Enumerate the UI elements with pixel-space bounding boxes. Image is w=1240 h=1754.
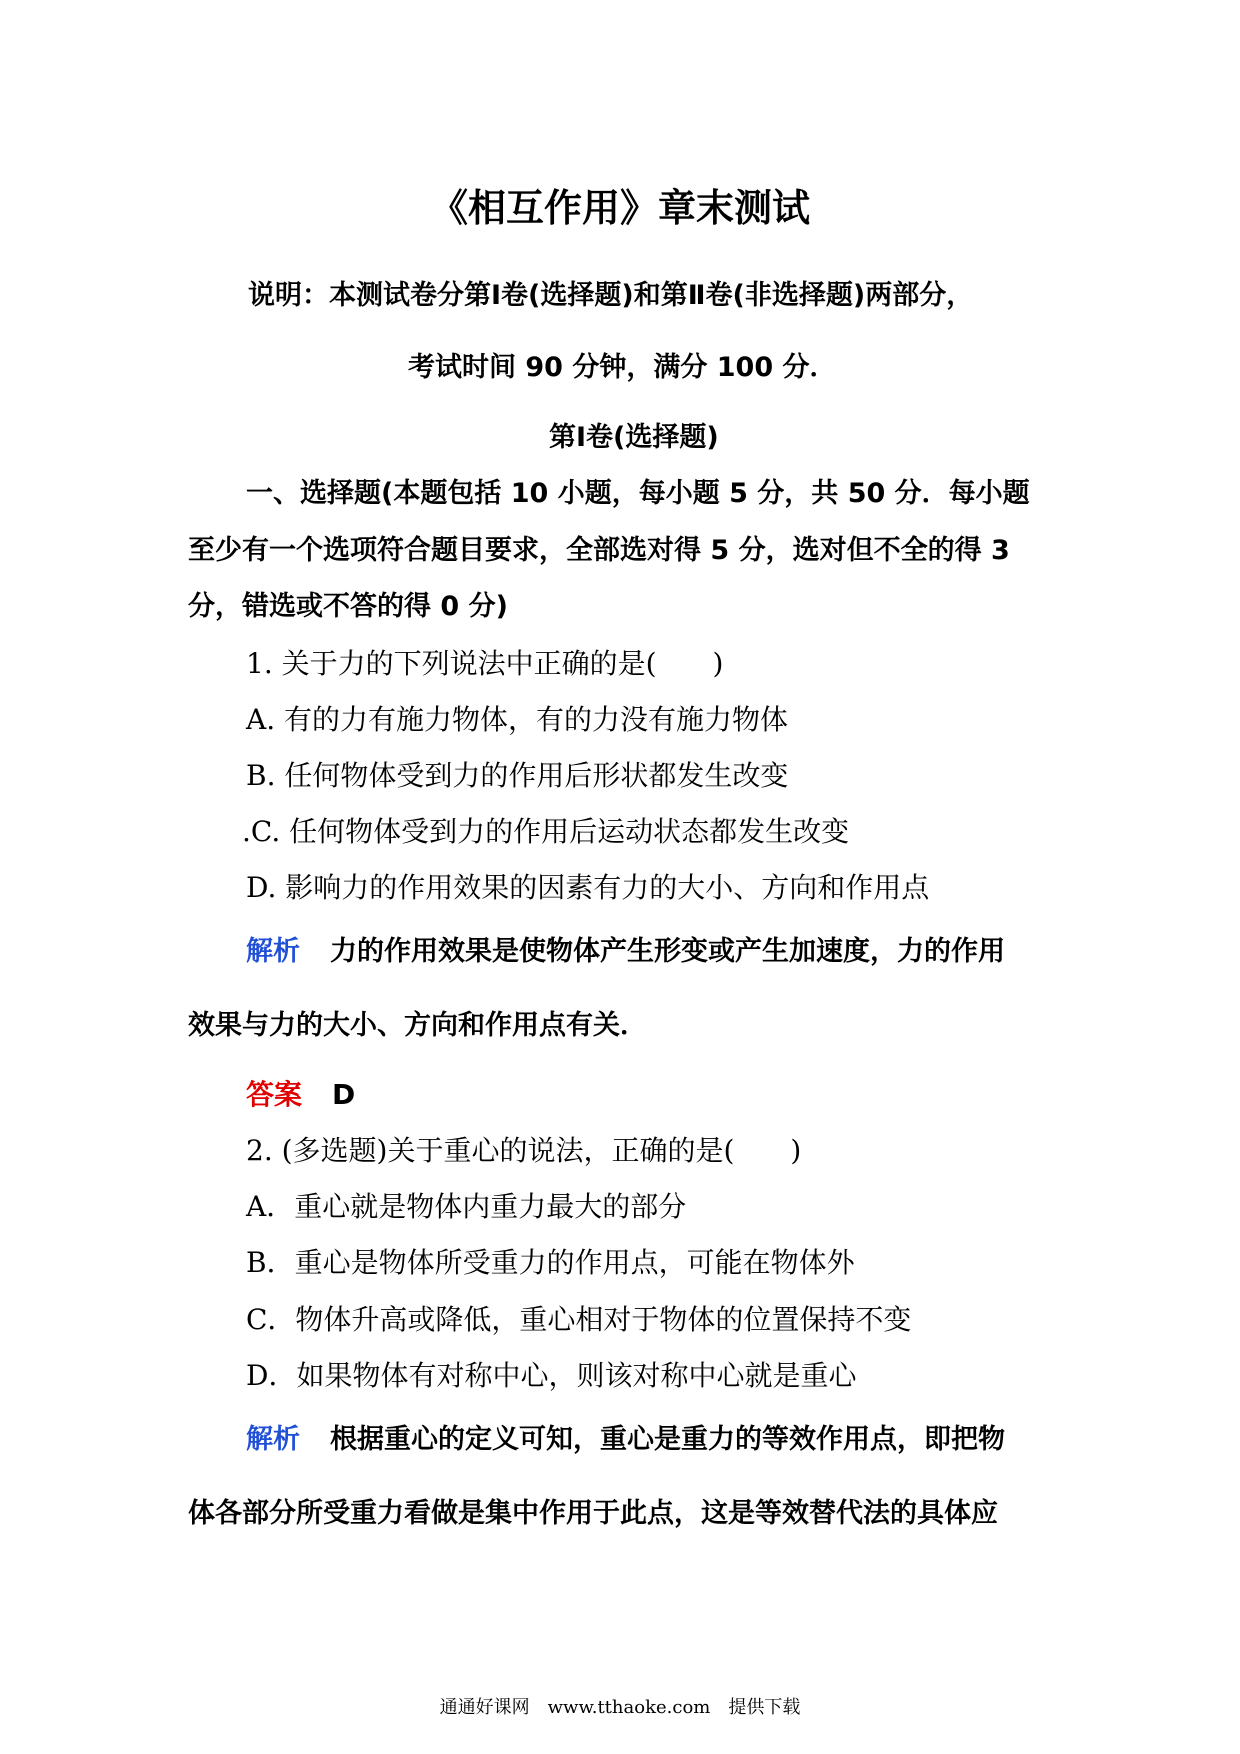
q2-option-c: C．物体升高或降低，重心相对于物体的位置保持不变	[246, 1303, 912, 1336]
q2-analysis-text: 根据重心的定义可知，重心是重力的等效作用点，即把物	[330, 1424, 1005, 1455]
q1-analysis-line-1	[246, 934, 1005, 970]
q2-analysis-line-2: 体各部分所受重力看做是集中作用于此点，这是等效替代法的具体应	[188, 1498, 998, 1529]
instructions-line-1: 一、选择题(本题包括 10 小题，每小题 5 分，共 50 分．每小题	[246, 478, 1030, 509]
q2-analysis-label: 解析	[246, 1424, 300, 1455]
intro-line-2: 考试时间 90 分钟，满分 100 分．	[408, 352, 837, 383]
q1-option-b: B. 任何物体受到力的作用后形状都发生改变	[246, 759, 789, 792]
q2-option-b: B．重心是物体所受重力的作用点，可能在物体外	[246, 1246, 855, 1279]
q1-option-a: A. 有的力有施力物体，有的力没有施力物体	[246, 703, 789, 736]
q1-answer-label: 答案	[246, 1078, 303, 1111]
q1-answer	[246, 1076, 355, 1114]
section-heading: 第Ⅰ卷(选择题)	[549, 422, 719, 453]
q2-option-d: D．如果物体有对称中心，则该对称中心就是重心	[246, 1359, 857, 1392]
q1-option-d: D. 影响力的作用效果的因素有力的大小、方向和作用点	[246, 871, 930, 904]
q2-analysis-line-1	[246, 1422, 1005, 1458]
q2-option-a: A．重心就是物体内重力最大的部分	[246, 1190, 687, 1223]
page-title: 《相互作用》章末测试	[429, 186, 810, 230]
instructions-line-3: 分，错选或不答的得 0 分)	[188, 591, 508, 622]
q1-answer-value: D	[332, 1078, 356, 1111]
q1-option-c: .C. 任何物体受到力的作用后运动状态都发生改变	[242, 815, 850, 848]
q1-stem: 1. 关于力的下列说法中正确的是( )	[246, 647, 724, 680]
intro-line-1: 说明：本测试卷分第Ⅰ卷(选择题)和第Ⅱ卷(非选择题)两部分，	[248, 280, 974, 311]
q2-stem: 2. (多选题)关于重心的说法，正确的是( )	[246, 1134, 802, 1167]
footer: 通通好课网 www.tthaoke.com 提供下载	[439, 1697, 801, 1718]
q1-analysis-text: 力的作用效果是使物体产生形变或产生加速度，力的作用	[330, 936, 1005, 967]
instructions-line-2: 至少有一个选项符合题目要求，全部选对得 5 分，选对但不全的得 3	[188, 535, 1010, 566]
q1-analysis-line-2: 效果与力的大小、方向和作用点有关．	[188, 1010, 647, 1041]
q1-analysis-label: 解析	[246, 936, 300, 967]
